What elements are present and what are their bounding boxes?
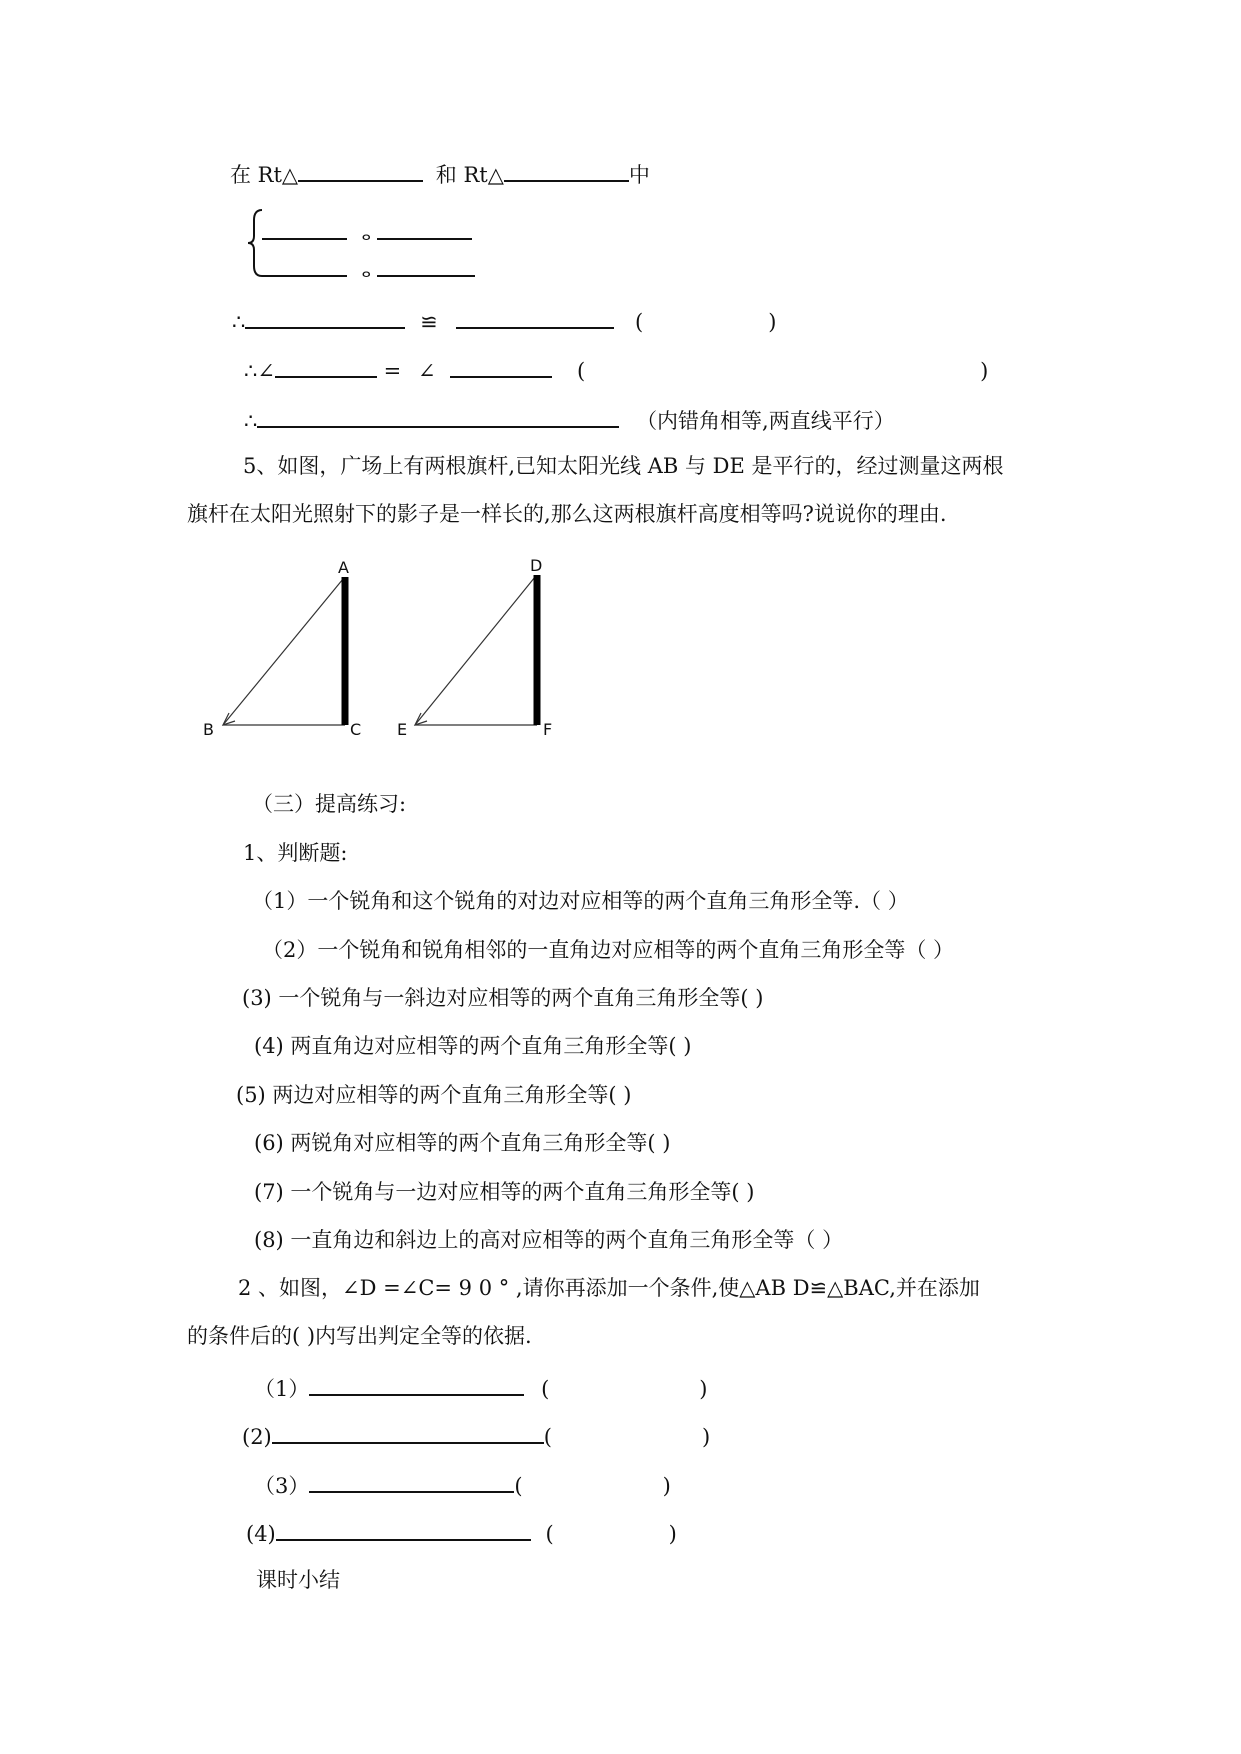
brace-symbol: ⴰ (361, 265, 371, 281)
label-a: A (338, 558, 349, 577)
section3-title: （三）提高练习: (252, 792, 407, 816)
paren-close: ) (662, 1474, 671, 1498)
q2-line-2: 的条件后的( )内写出判定全等的依据. (187, 1324, 532, 1348)
proof-blank[interactable] (262, 216, 347, 240)
paren-close: ) (701, 1425, 711, 1449)
q2-label: (2) (242, 1425, 272, 1449)
paren-open: ( (635, 310, 644, 334)
therefore-symbol: ∴ (232, 310, 246, 334)
lesson-summary: 课时小结 (256, 1568, 340, 1592)
therefore-symbol: ∴ (244, 409, 258, 433)
proof-blank[interactable] (298, 158, 423, 182)
paren-open: ( (514, 1474, 523, 1498)
proof-in-rt: 在 Rt△ (230, 163, 299, 187)
judge-item-5: (5) 两边对应相等的两个直角三角形全等( ) (236, 1083, 632, 1107)
q2-label: (4) (246, 1522, 276, 1546)
equals-symbol: = (383, 359, 402, 383)
judge-item-4: (4) 两直角边对应相等的两个直角三角形全等( ) (254, 1034, 692, 1058)
proof-line-5 (244, 404, 895, 435)
proof-blank[interactable] (245, 305, 405, 329)
proof-and-rt: 和 Rt△ (435, 163, 504, 187)
paren-open: ( (541, 1377, 550, 1401)
proof-blank[interactable] (257, 404, 619, 428)
label-d: D (530, 556, 543, 575)
answer-blank[interactable] (272, 1420, 544, 1444)
proof-blank[interactable] (456, 305, 614, 329)
answer-blank[interactable] (309, 1372, 524, 1396)
proof-line-3 (232, 305, 776, 336)
q2-line-1: 2 、如图，∠D =∠C= 9 0 ° ,请你再添加一个条件,使△AB D≌△BAC,并在添加 (238, 1276, 980, 1300)
q2-answer-3 (254, 1469, 671, 1500)
proof-blank[interactable] (262, 253, 347, 277)
q2-label: （3） (254, 1474, 310, 1498)
angle-symbol: ∠ (417, 359, 436, 383)
q5-line-2: 旗杆在太阳光照射下的影子是一样长的,那么这两根旗杆高度相等吗?说说你的理由. (187, 502, 947, 526)
judge-item-1: （1）一个锐角和这个锐角的对边对应相等的两个直角三角形全等.（ ） (252, 889, 909, 913)
therefore-angle: ∴∠ (244, 359, 275, 383)
q2-answer-1 (254, 1372, 707, 1403)
paren-close: ) (699, 1377, 708, 1401)
q2-answer-4 (246, 1517, 677, 1548)
label-c: C (350, 720, 362, 739)
proof-brace-line-1 (262, 216, 472, 250)
paren-open: ( (545, 1522, 554, 1546)
label-e: E (397, 720, 408, 739)
proof-blank[interactable] (377, 216, 472, 240)
paren-close: ) (768, 310, 777, 334)
proof-middle: 中 (628, 163, 650, 187)
ray-ab (223, 579, 343, 725)
paren-open: ( (543, 1425, 552, 1449)
label-f: F (543, 720, 553, 739)
judge-item-2: （2）一个锐角和锐角相邻的一直角边对应相等的两个直角三角形全等（ ） (262, 938, 955, 962)
ray-de (415, 577, 535, 725)
brace-symbol: ⴰ (361, 228, 371, 244)
label-b: B (203, 720, 214, 739)
proof-line-4 (244, 354, 988, 385)
proof-line-1 (230, 158, 650, 189)
paren-open: ( (576, 359, 586, 383)
proof-blank[interactable] (450, 354, 552, 378)
q5-line-1: 5、如图，广场上有两根旗杆,已知太阳光线 AB 与 DE 是平行的，经过测量这两根 (243, 454, 1004, 478)
paren-close: ) (980, 359, 989, 383)
q1-title: 1、判断题: (243, 841, 348, 865)
proof-blank[interactable] (275, 354, 377, 378)
judge-item-8: (8) 一直角边和斜边上的高对应相等的两个直角三角形全等（ ） (254, 1228, 844, 1252)
proof-brace-line-2 (262, 253, 475, 287)
proof-reason: （内错角相等,两直线平行） (636, 409, 895, 433)
proof-blank[interactable] (504, 158, 629, 182)
answer-blank[interactable] (276, 1517, 531, 1541)
proof-blank[interactable] (377, 253, 475, 277)
congruent-symbol: ≌ (420, 310, 438, 334)
flagpole-figure (195, 555, 585, 745)
q2-answer-2 (242, 1420, 710, 1451)
paren-close: ) (668, 1522, 677, 1546)
judge-item-7: (7) 一个锐角与一边对应相等的两个直角三角形全等( ) (254, 1180, 755, 1204)
judge-item-6: (6) 两锐角对应相等的两个直角三角形全等( ) (254, 1131, 671, 1155)
judge-item-3: (3) 一个锐角与一斜边对应相等的两个直角三角形全等( ) (242, 986, 764, 1010)
q2-label: （1） (254, 1377, 310, 1401)
answer-blank[interactable] (309, 1469, 514, 1493)
